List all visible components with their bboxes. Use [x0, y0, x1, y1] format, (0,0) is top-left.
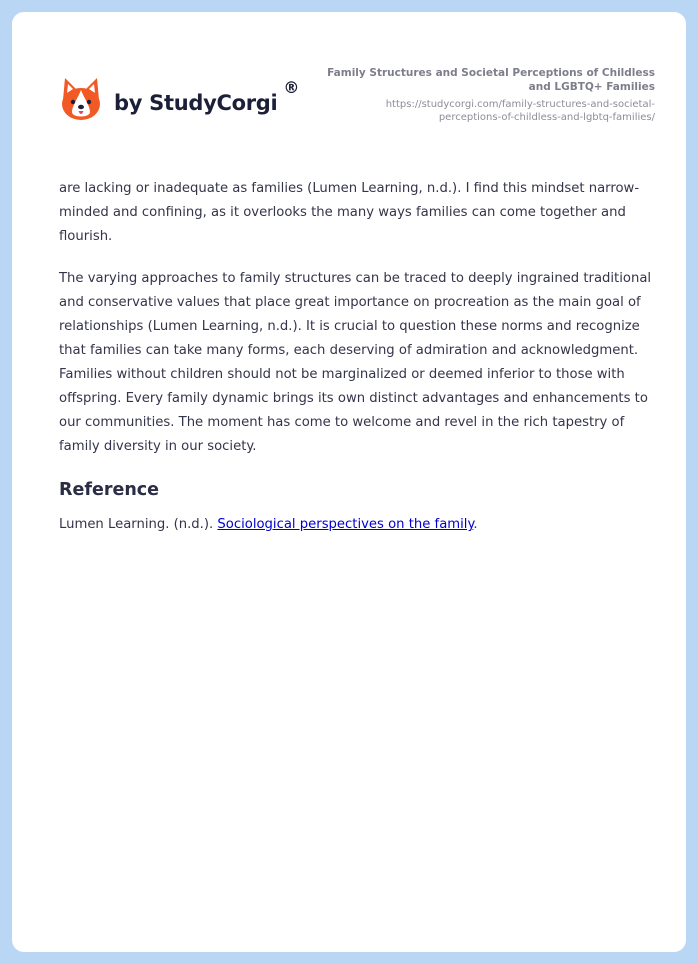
studycorgi-logo[interactable] [60, 76, 299, 122]
reference-heading: Reference [59, 480, 160, 500]
reference-prefix: Lumen Learning. (n.d.). [59, 517, 218, 532]
brand-name: by StudyCorgi [114, 91, 278, 115]
document-url[interactable]: https://studycorgi.com/family-structures-and-societal-perceptions-of-childless-and-lgbtq-families/ [385, 99, 655, 123]
body-paragraph: are lacking or inadequate as families (Lumen Learning, n.d.). I find this mindset narrow-minded and confining, as it overlooks the many ways families can come together and flourish. [59, 181, 640, 244]
document-content [59, 177, 659, 555]
reference-suffix: . [473, 517, 478, 532]
corgi-logo-icon [60, 76, 102, 122]
document-title: Family Structures and Societal Perceptions of Childless and LGBTQ+ Families [327, 67, 655, 93]
document-page [12, 12, 686, 952]
body-paragraph: The varying approaches to family structures can be traced to deeply ingrained traditional and conservative values that place great importance on procreation as the main goal of relationships (Lumen Learning, n.d.). It is crucial to question these norms and recognize that families can take many forms, each deserving of admiration and acknowledgment. Families without children should not be marginalized or deemed inferior to those with offspring. Every family dynamic brings its own distinct advantages and enhancements to our communities. The moment has come to welcome and revel in the rich tapestry of family diversity in our society. [59, 271, 652, 454]
reference-link[interactable]: Sociological perspectives on the family [217, 517, 474, 532]
reference-entry [59, 513, 659, 537]
registered-mark: ® [283, 77, 300, 97]
